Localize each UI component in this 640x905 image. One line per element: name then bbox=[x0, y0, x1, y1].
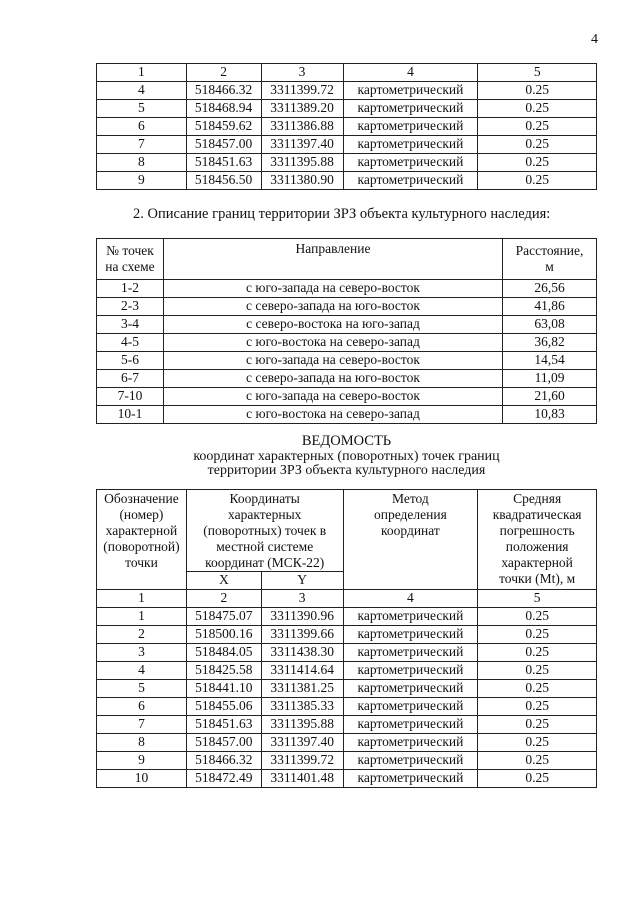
table-cell: картометрический bbox=[343, 752, 478, 770]
table-row bbox=[97, 136, 597, 154]
table-cell: 0.25 bbox=[478, 734, 597, 752]
table-cell: 0.25 bbox=[478, 626, 597, 644]
table-cell: 3311438.30 bbox=[261, 644, 343, 662]
page-number: 4 bbox=[591, 32, 598, 47]
table-row bbox=[97, 388, 597, 406]
table-cell: 518468.94 bbox=[186, 100, 261, 118]
table-cell: 3311397.40 bbox=[261, 136, 343, 154]
header-line: квадратическая bbox=[492, 507, 582, 522]
table-row bbox=[97, 770, 597, 788]
table-cell: 10,83 bbox=[503, 406, 597, 424]
table-row bbox=[97, 316, 597, 334]
table-header-row bbox=[97, 239, 597, 280]
x-header: X bbox=[186, 572, 261, 590]
boundary-description-table bbox=[96, 238, 597, 424]
table-cell: с юго-запада на северо-восток bbox=[163, 280, 502, 298]
table-cell: картометрический bbox=[343, 154, 478, 172]
direction-header: Направление bbox=[163, 239, 502, 280]
table-cell: с юго-востока на северо-запад bbox=[163, 334, 502, 352]
table-cell: 518466.32 bbox=[186, 82, 261, 100]
table-header-row bbox=[97, 490, 597, 572]
table-cell: 4 bbox=[343, 590, 478, 608]
table-cell: 3311395.88 bbox=[261, 154, 343, 172]
table-cell: 518472.49 bbox=[186, 770, 261, 788]
table-cell: 3311397.40 bbox=[261, 734, 343, 752]
table-cell: 518457.00 bbox=[186, 734, 261, 752]
table-row bbox=[97, 734, 597, 752]
table-cell: 1 bbox=[97, 590, 187, 608]
table-row bbox=[97, 406, 597, 424]
table-cell: 3311399.66 bbox=[261, 626, 343, 644]
table-cell: 0.25 bbox=[478, 644, 597, 662]
table-cell: 518475.07 bbox=[186, 608, 261, 626]
table-cell: 518466.32 bbox=[186, 752, 261, 770]
table-cell: 1-2 bbox=[97, 280, 164, 298]
table-number-row bbox=[97, 590, 597, 608]
table-cell: 518484.05 bbox=[186, 644, 261, 662]
table-row bbox=[97, 626, 597, 644]
table-cell: 518451.63 bbox=[186, 154, 261, 172]
table-cell: 0.25 bbox=[478, 662, 597, 680]
table-cell: 4 bbox=[97, 662, 187, 680]
header-line: Расстояние, bbox=[515, 243, 584, 258]
header-line: Метод bbox=[392, 491, 429, 506]
table-cell: 518441.10 bbox=[186, 680, 261, 698]
header-line: координат bbox=[381, 523, 440, 538]
table-cell: 0.25 bbox=[478, 716, 597, 734]
header-line: Координаты bbox=[229, 491, 300, 506]
table-cell: картометрический bbox=[343, 100, 478, 118]
table-cell: 5 bbox=[97, 100, 187, 118]
header-line: м bbox=[545, 259, 554, 274]
table-cell: картометрический bbox=[343, 136, 478, 154]
vedomost-subtitle-1: координат характерных (поворотных) точек границ bbox=[193, 449, 500, 464]
table-row bbox=[97, 118, 597, 136]
table-cell: 36,82 bbox=[503, 334, 597, 352]
table-row bbox=[97, 370, 597, 388]
header-line: Средняя bbox=[513, 491, 562, 506]
header-line: (поворотных) точек в bbox=[203, 523, 327, 538]
table-cell: 2 bbox=[97, 626, 187, 644]
table-cell: 8 bbox=[97, 734, 187, 752]
table-cell: 7 bbox=[97, 136, 187, 154]
table-cell: 11,09 bbox=[503, 370, 597, 388]
header-line: определения bbox=[374, 507, 447, 522]
header-line: координат (МСК-22) bbox=[205, 555, 325, 570]
table-cell: 7-10 bbox=[97, 388, 164, 406]
table-cell: 63,08 bbox=[503, 316, 597, 334]
table-cell: 0.25 bbox=[478, 118, 597, 136]
table-cell: картометрический bbox=[343, 82, 478, 100]
table-cell: 5 bbox=[478, 590, 597, 608]
table-cell: 0.25 bbox=[478, 154, 597, 172]
table-row bbox=[97, 662, 597, 680]
header-line: точки (Mt), м bbox=[499, 571, 576, 586]
table-cell: с северо-запада на юго-восток bbox=[163, 298, 502, 316]
table-cell: 2 bbox=[186, 64, 261, 82]
table-cell: 3311390.96 bbox=[261, 608, 343, 626]
table-cell: 0.25 bbox=[478, 770, 597, 788]
table-cell: 2-3 bbox=[97, 298, 164, 316]
table-row bbox=[97, 298, 597, 316]
table-cell: 10 bbox=[97, 770, 187, 788]
method-header bbox=[343, 490, 478, 590]
table-cell: 0.25 bbox=[478, 680, 597, 698]
table-cell: 21,60 bbox=[503, 388, 597, 406]
table-cell: 1 bbox=[97, 608, 187, 626]
header-line: точки bbox=[125, 555, 158, 570]
vedomost-coordinates-table bbox=[96, 489, 597, 788]
table-row bbox=[97, 172, 597, 190]
table-cell: с юго-востока на северо-запад bbox=[163, 406, 502, 424]
table-cell: 9 bbox=[97, 752, 187, 770]
vedomost-title: ВЕДОМОСТЬ bbox=[301, 433, 392, 449]
header-line: характерной bbox=[501, 555, 573, 570]
table-cell: 0.25 bbox=[478, 82, 597, 100]
table-row bbox=[97, 698, 597, 716]
table-row bbox=[97, 608, 597, 626]
table-cell: 5 bbox=[478, 64, 597, 82]
table-cell: 0.25 bbox=[478, 752, 597, 770]
header-line: характерной bbox=[105, 523, 178, 538]
header-line: характерных bbox=[228, 507, 302, 522]
error-header bbox=[478, 490, 597, 590]
header-line: погрешность bbox=[499, 523, 575, 538]
table-cell: с юго-запада на северо-восток bbox=[163, 352, 502, 370]
table-header-row bbox=[97, 64, 597, 82]
table-row bbox=[97, 334, 597, 352]
table-cell: картометрический bbox=[343, 608, 478, 626]
header-line: Обозначение bbox=[104, 491, 179, 506]
table-row bbox=[97, 752, 597, 770]
table-cell: 3311395.88 bbox=[261, 716, 343, 734]
header-line: № точек bbox=[106, 243, 154, 258]
table-row bbox=[97, 100, 597, 118]
table-cell: 518459.62 bbox=[186, 118, 261, 136]
table-cell: 518425.58 bbox=[186, 662, 261, 680]
table-cell: 5-6 bbox=[97, 352, 164, 370]
table-cell: 6-7 bbox=[97, 370, 164, 388]
table-cell: картометрический bbox=[343, 626, 478, 644]
table-cell: картометрический bbox=[343, 662, 478, 680]
table-cell: картометрический bbox=[343, 118, 478, 136]
table-cell: 3311401.48 bbox=[261, 770, 343, 788]
table-cell: картометрический bbox=[343, 770, 478, 788]
table-cell: 3 bbox=[261, 64, 343, 82]
header-line: на схеме bbox=[105, 259, 155, 274]
table-cell: 3311386.88 bbox=[261, 118, 343, 136]
table-cell: 0.25 bbox=[478, 100, 597, 118]
table-cell: 1 bbox=[97, 64, 187, 82]
table-cell: 6 bbox=[97, 698, 187, 716]
table-row bbox=[97, 644, 597, 662]
table-cell: картометрический bbox=[343, 734, 478, 752]
table-cell: 518457.00 bbox=[186, 136, 261, 154]
table-row bbox=[97, 82, 597, 100]
table-cell: 0.25 bbox=[478, 698, 597, 716]
table-cell: 3311414.64 bbox=[261, 662, 343, 680]
table-cell: 26,56 bbox=[503, 280, 597, 298]
table-cell: с северо-запада на юго-восток bbox=[163, 370, 502, 388]
table-cell: 8 bbox=[97, 154, 187, 172]
table-cell: 3311399.72 bbox=[261, 82, 343, 100]
table-cell: 0.25 bbox=[478, 608, 597, 626]
y-header: Y bbox=[261, 572, 343, 590]
table-cell: 41,86 bbox=[503, 298, 597, 316]
table-cell: 7 bbox=[97, 716, 187, 734]
coordinates-header bbox=[186, 490, 343, 572]
table-cell: 518451.63 bbox=[186, 716, 261, 734]
table-cell: 10-1 bbox=[97, 406, 164, 424]
table-row bbox=[97, 280, 597, 298]
points-header bbox=[97, 239, 164, 280]
table-cell: картометрический bbox=[343, 680, 478, 698]
header-line: положения bbox=[505, 539, 569, 554]
table-cell: 5 bbox=[97, 680, 187, 698]
table-cell: 518500.16 bbox=[186, 626, 261, 644]
table-cell: 3311385.33 bbox=[261, 698, 343, 716]
header-line: (номер) bbox=[119, 507, 164, 522]
table-cell: картометрический bbox=[343, 172, 478, 190]
section-2-title: 2. Описание границ территории ЗРЗ объекта культурного наследия: bbox=[133, 206, 551, 222]
table-cell: 3311381.25 bbox=[261, 680, 343, 698]
table-cell: 4-5 bbox=[97, 334, 164, 352]
table-row bbox=[97, 716, 597, 734]
header-line: местной системе bbox=[216, 539, 314, 554]
table-row bbox=[97, 352, 597, 370]
table-cell: 3311380.90 bbox=[261, 172, 343, 190]
table-cell: 9 bbox=[97, 172, 187, 190]
vedomost-subtitle-2: территории ЗРЗ объекта культурного наследия bbox=[207, 463, 486, 478]
table-row bbox=[97, 680, 597, 698]
table-cell: с юго-запада на северо-восток bbox=[163, 388, 502, 406]
header-line: (поворотной) bbox=[103, 539, 180, 554]
table-cell: 14,54 bbox=[503, 352, 597, 370]
table-row bbox=[97, 154, 597, 172]
table-cell: 2 bbox=[186, 590, 261, 608]
table-cell: 6 bbox=[97, 118, 187, 136]
table-cell: 3 bbox=[97, 644, 187, 662]
table-cell: 3311389.20 bbox=[261, 100, 343, 118]
coordinates-table-continued bbox=[96, 63, 597, 190]
table-cell: картометрический bbox=[343, 698, 478, 716]
table-cell: 4 bbox=[343, 64, 478, 82]
table-cell: 3-4 bbox=[97, 316, 164, 334]
table-cell: 0.25 bbox=[478, 136, 597, 154]
table-cell: картометрический bbox=[343, 716, 478, 734]
table-cell: 0.25 bbox=[478, 172, 597, 190]
table-cell: 518455.06 bbox=[186, 698, 261, 716]
table-cell: 3 bbox=[261, 590, 343, 608]
distance-header bbox=[503, 239, 597, 280]
point-designation-header bbox=[97, 490, 187, 590]
table-cell: 4 bbox=[97, 82, 187, 100]
table-cell: картометрический bbox=[343, 644, 478, 662]
table-cell: с северо-востока на юго-запад bbox=[163, 316, 502, 334]
table-cell: 3311399.72 bbox=[261, 752, 343, 770]
table-cell: 518456.50 bbox=[186, 172, 261, 190]
